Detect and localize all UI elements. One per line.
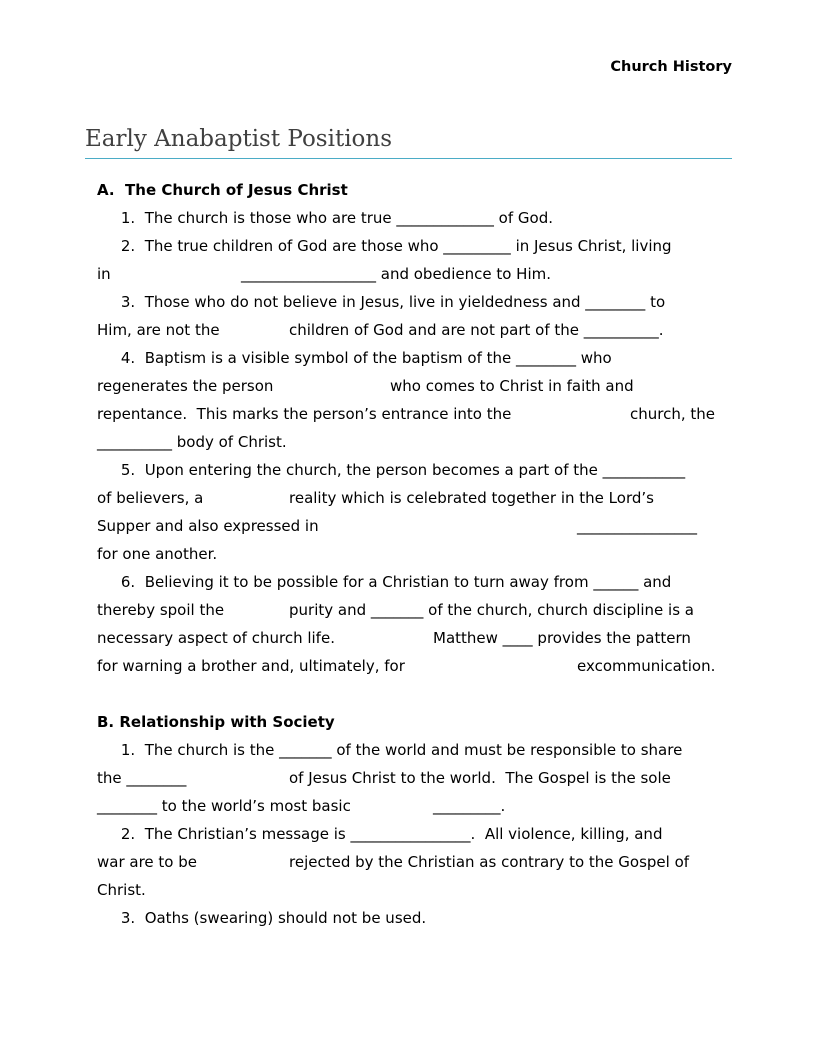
section-b-line: of Jesus Christ to the world. The Gospel is the sole [289,769,671,787]
section-a-line: in [97,265,111,283]
section-a-line: Supper and also expressed in [97,517,319,535]
section-a-line: Matthew ____ provides the pattern [433,629,691,647]
section-a-line: thereby spoil the [97,601,225,619]
section-b-line: _________. [433,797,506,815]
section-a-line: for warning a brother and, ultimately, for [97,657,405,675]
page-title: Early Anabaptist Positions [85,124,732,159]
section-b-line: 3. Oaths (swearing) should not be used. [97,909,427,927]
section-a-line: repentance. This marks the person’s entrance into the [97,405,512,423]
section-a-line: 6. Believing it to be possible for a Christian to turn away from ______ and [97,573,672,591]
section-a-line: excommunication. [577,657,716,675]
section-a-line: reality which is celebrated together in the Lord’s [289,489,654,507]
section-a-line: church, the [630,405,716,423]
section-a-heading: A. The Church of Jesus Christ [97,181,348,199]
section-a-line: 2. The true children of God are those who _________ in Jesus Christ, living [97,237,672,255]
section-b-line: Christ. [97,881,146,899]
header-label: Church History [610,59,732,75]
section-a-line: purity and _______ of the church, church discipline is a [289,601,694,619]
section-b-line: 1. The church is the _______ of the world and must be responsible to share [97,741,683,759]
section-a-line: 5. Upon entering the church, the person becomes a part of the ___________ [97,461,686,479]
section-a-line: children of God and are not part of the __________. [289,321,664,339]
section-a-line: 4. Baptism is a visible symbol of the baptism of the ________ who [97,349,612,367]
section-b-line: ________ to the world’s most basic [97,797,351,815]
section-a-line: __________ body of Christ. [97,433,287,451]
section-b-heading: B. Relationship with Society [97,713,335,731]
section-a-line: __________________ and obedience to Him. [241,265,552,283]
section-a-line: of believers, a [97,489,204,507]
section-a-line: ________________ [577,517,697,535]
section-b-line: the ________ [97,769,187,787]
section-a-line: 3. Those who do not believe in Jesus, live in yieldedness and ________ to [97,293,666,311]
section-a-line: regenerates the person [97,377,274,395]
section-b-line: war are to be [97,853,197,871]
section-a-line: who comes to Christ in faith and [390,377,634,395]
section-b-line: rejected by the Christian as contrary to the Gospel of [289,853,690,871]
section-b-line: 2. The Christian’s message is ________________. All violence, killing, and [97,825,663,843]
section-a-line: for one another. [97,545,218,563]
section-a-line: Him, are not the [97,321,220,339]
section-a-line: 1. The church is those who are true _____________ of God. [97,209,553,227]
section-a-line: necessary aspect of church life. [97,629,335,647]
